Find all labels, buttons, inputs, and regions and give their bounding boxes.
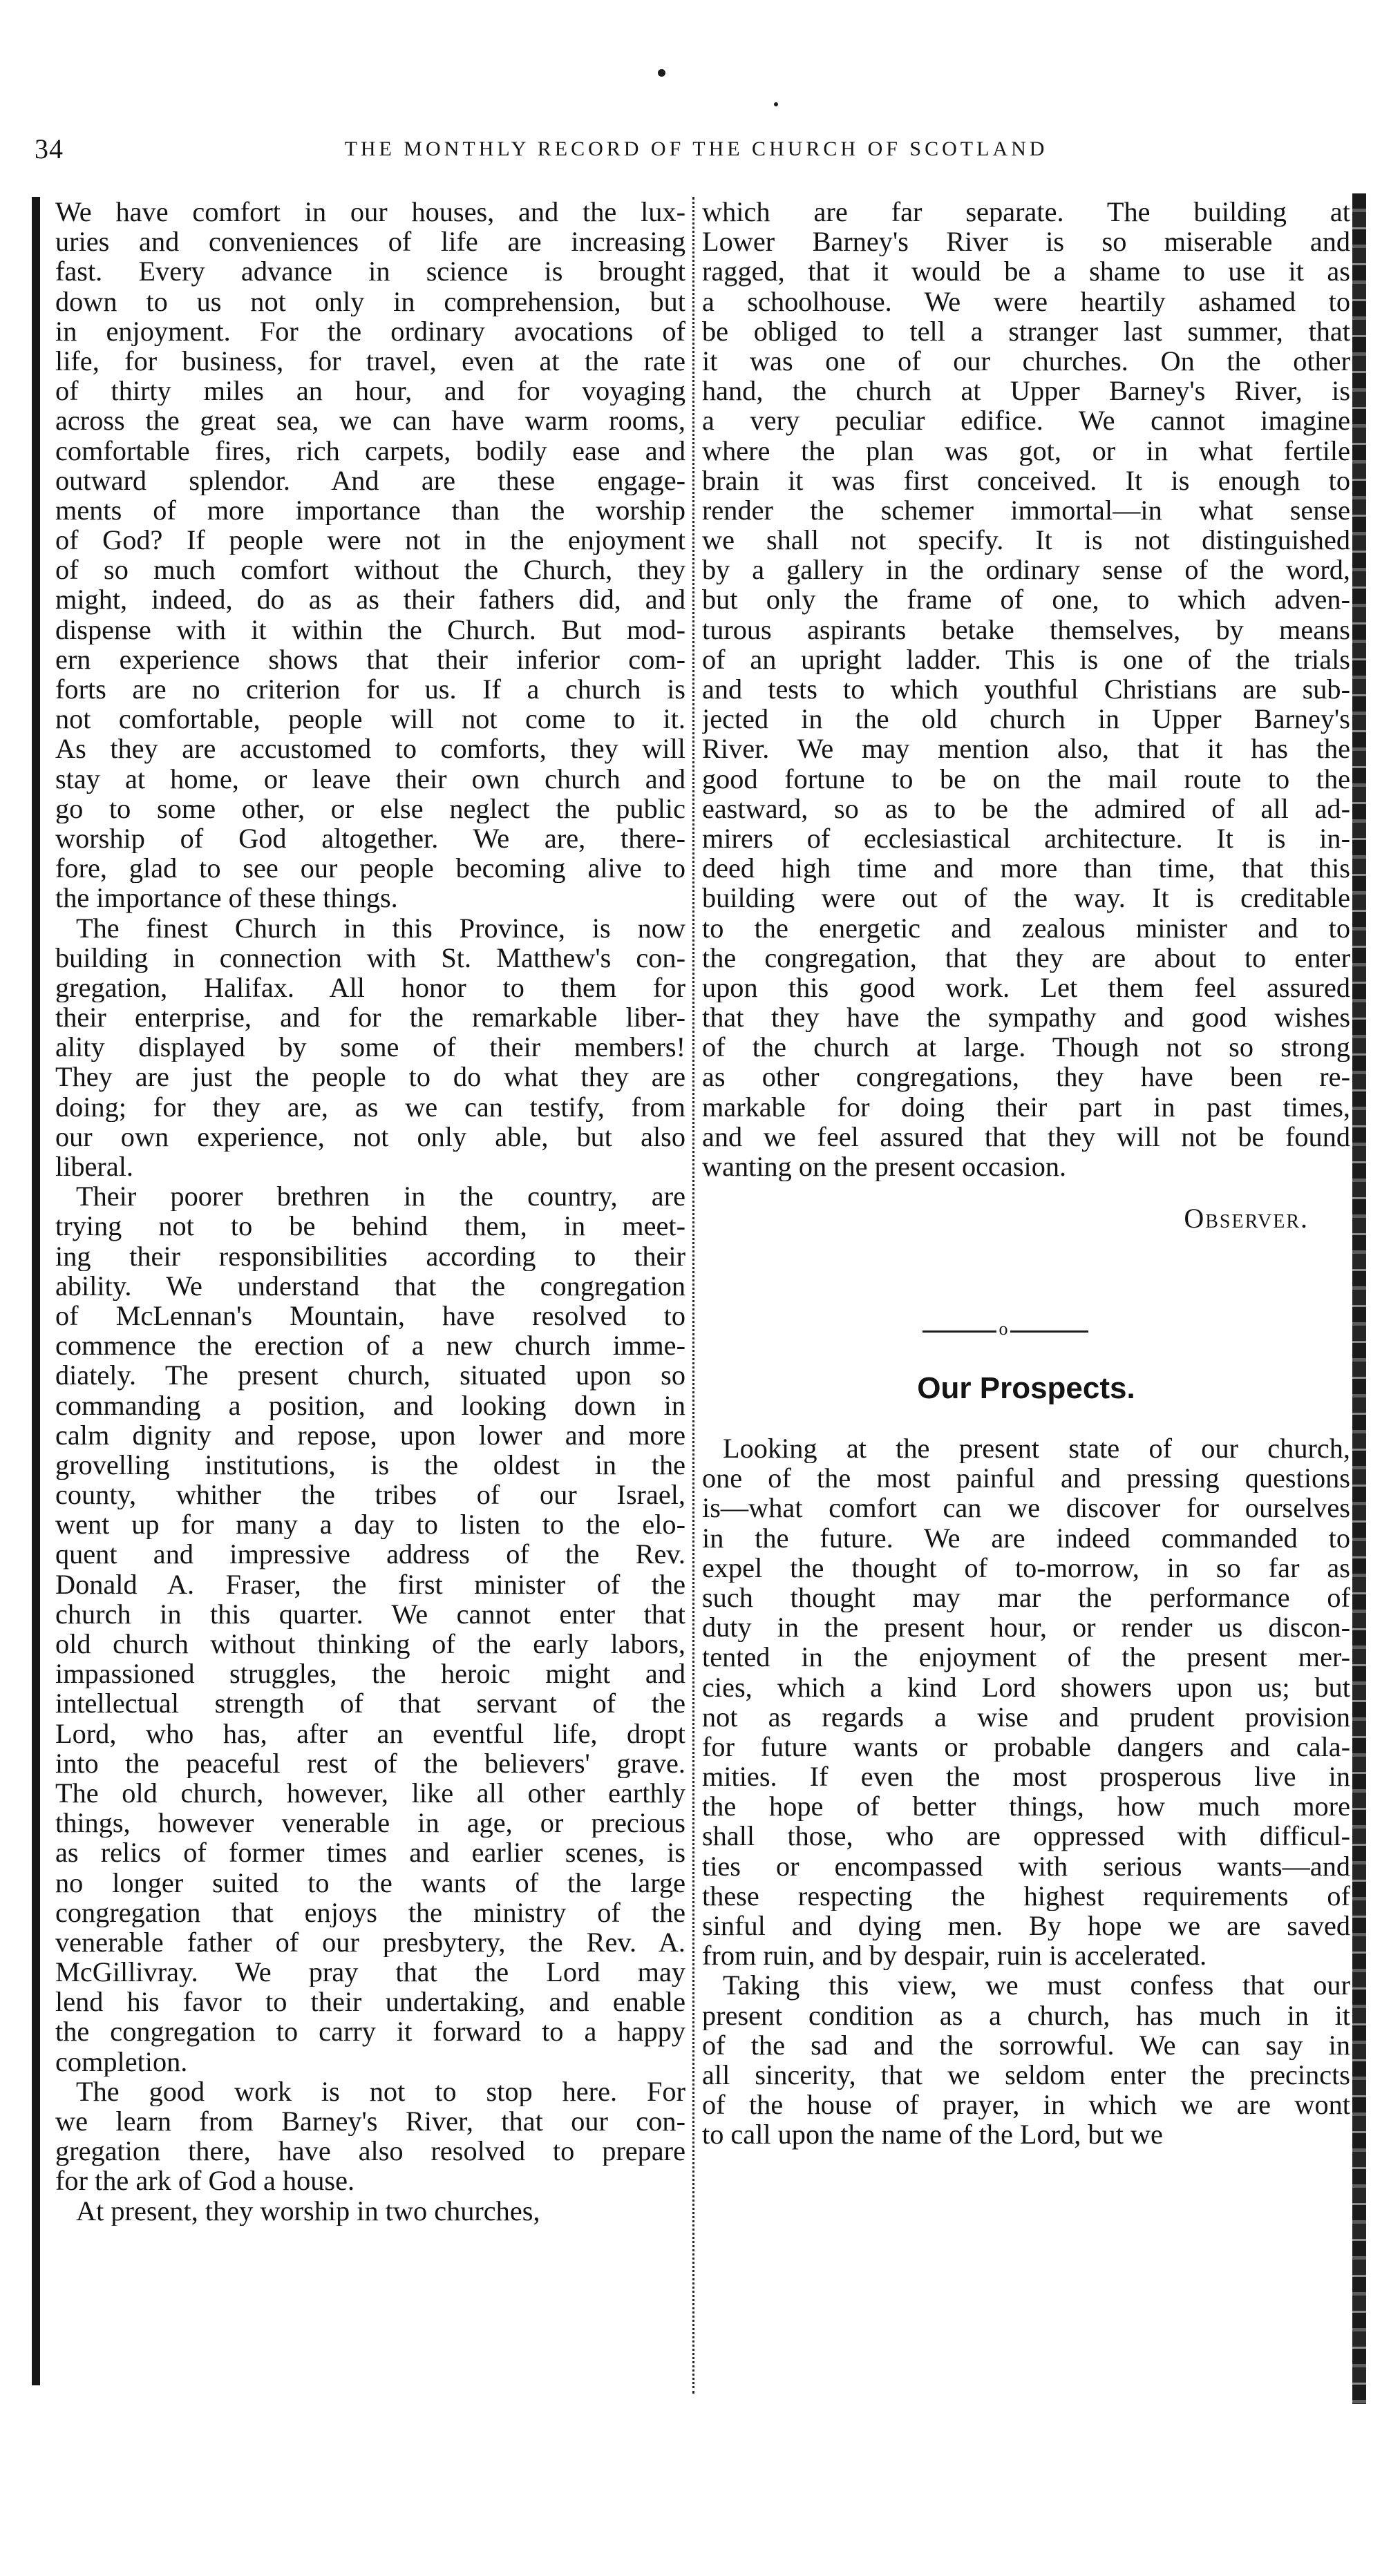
text-line: gregation there, have also resolved to prepare (55, 2136, 685, 2166)
text-line: it was one of our churches. On the other (702, 345, 1350, 376)
text-line: tented in the enjoyment of the present mer- (702, 1642, 1350, 1672)
text-line: but only the frame of one, to which adven- (702, 584, 1350, 615)
text-line: all sincerity, that we seldom enter the precincts (702, 2059, 1350, 2090)
text-line: worship of God altogether. We are, there- (55, 823, 685, 854)
text-line: River. We may mention also, that it has the (702, 734, 1350, 764)
text-line: church in this quarter. We cannot enter that (55, 1599, 685, 1629)
page-header (35, 128, 1358, 170)
text-line: calm dignity and repose, upon lower and more (55, 1420, 685, 1450)
text-line: markable for doing their part in past times, (702, 1091, 1350, 1122)
left-margin-rule (32, 197, 40, 2385)
text-line: cies, which a kind Lord showers upon us; but (702, 1672, 1350, 1702)
text-line: of the church at large. Though not so strong (702, 1032, 1350, 1062)
text-line: across the great sea, we can have warm rooms, (55, 406, 685, 436)
text-line: render the schemer immortal—in what sense (702, 495, 1350, 526)
text-line: congregation that enjoys the ministry of the (55, 1897, 685, 1927)
text-line: trying not to be behind them, in meet- (55, 1211, 685, 1241)
text-line: our own experience, not only able, but also (55, 1121, 685, 1152)
text-line: lend his favor to their undertaking, and enable (55, 1987, 685, 2017)
text-line: for the ark of God a house. (55, 2166, 355, 2196)
text-line: They are just the people to do what they are (55, 1062, 685, 1092)
text-line: duty in the present hour, or render us discon- (702, 1612, 1350, 1643)
text-line: a very peculiar edifice. We cannot imagine (702, 406, 1350, 436)
left-column (55, 197, 685, 2226)
text-line: uries and conveniences of life are increasing (55, 227, 685, 257)
text-line: Their poorer brethren in the country, are (76, 1181, 685, 1212)
text-line: for future wants or probable dangers and cala- (702, 1731, 1350, 1762)
text-line: ing their responsibilities according to their (55, 1241, 685, 1271)
text-line: ality displayed by some of their members! (55, 1032, 685, 1062)
article-signature (702, 1202, 1350, 1235)
text-line: upon this good work. Let them feel assured (702, 972, 1350, 1003)
text-line: the hope of better things, how much more (702, 1791, 1350, 1822)
text-line: down to us not only in comprehension, but (55, 286, 685, 316)
text-line: completion. (55, 2046, 188, 2077)
text-line: we learn from Barney's River, that our con- (55, 2106, 685, 2137)
text-line: expel the thought of to-morrow, in so far as (702, 1552, 1350, 1583)
paragraph (55, 2196, 685, 2226)
text-line: the congregation, that they are about to enter (702, 942, 1350, 973)
right-column-section (702, 1433, 1350, 2150)
text-line: life, for business, for travel, even at the rate (55, 345, 685, 376)
text-line: the congregation to carry it forward to a happy (55, 2016, 685, 2047)
text-line: such thought may mar the performance of (702, 1582, 1350, 1613)
text-line: deed high time and more than time, that this (702, 853, 1350, 884)
text-line: as relics of former times and earlier scenes, is (55, 1838, 685, 1868)
text-line: stay at home, or leave their own church and (55, 763, 685, 794)
text-line: is—what comfort can we discover for ourselves (702, 1493, 1350, 1523)
text-line: of McLennan's Mountain, have resolved to (55, 1300, 685, 1331)
text-line: in the future. We are indeed commanded to (702, 1523, 1350, 1553)
text-line: as other congregations, they have been re- (702, 1062, 1350, 1092)
text-line: mirers of ecclesiastical architecture. It is in- (702, 823, 1350, 854)
print-speck (658, 69, 665, 77)
separator-mark: o (996, 1322, 1010, 1336)
text-line: ability. We understand that the congregation (55, 1270, 685, 1301)
text-line: of the house of prayer, in which we are wont (702, 2090, 1350, 2120)
text-line: their enterprise, and for the remarkable liber- (55, 1002, 685, 1033)
text-line: county, whither the tribes of our Israel, (55, 1480, 685, 1510)
text-line: into the peaceful rest of the believers' grave. (55, 1748, 685, 1778)
text-line: of the sad and the sorrowful. We can say in (702, 2030, 1350, 2060)
text-line: McGillivray. We pray that the Lord may (55, 1957, 685, 1987)
text-line: grovelling institutions, is the oldest in the (55, 1449, 685, 1480)
text-line: forts are no criterion for us. If a church is (55, 674, 685, 705)
text-line: building were out of the way. It is creditable (702, 883, 1350, 913)
text-line: hand, the church at Upper Barney's River, is (702, 376, 1350, 406)
text-line: sinful and dying men. By hope we are saved (702, 1911, 1350, 1941)
text-line: We have comfort in our houses, and the lux- (55, 197, 685, 227)
text-line: commence the erection of a new church imme- (55, 1330, 685, 1361)
text-line: gregation, Halifax. All honor to them for (55, 972, 685, 1003)
text-line: not comfortable, people will not come to it. (55, 704, 685, 734)
text-line: Taking this view, we must confess that our (723, 1970, 1350, 2001)
text-line: intellectual strength of that servant of the (55, 1688, 685, 1719)
text-line: of an upright ladder. This is one of the trials (702, 644, 1350, 674)
text-line: to the energetic and zealous minister and to (702, 913, 1350, 943)
text-line: dispense with it within the Church. But mod- (55, 614, 685, 645)
text-line: to call upon the name of the Lord, but we (702, 2119, 1163, 2150)
text-line: not as regards a wise and prudent provision (702, 1701, 1350, 1732)
text-line: doing; for they are, as we can testify, from (55, 1091, 685, 1122)
text-line: comfortable fires, rich carpets, bodily ease and (55, 435, 685, 466)
text-line: where the plan was got, or in what fertile (702, 435, 1350, 466)
paragraph (702, 1433, 1350, 1970)
text-line: ties or encompassed with serious wants—and (702, 1851, 1350, 1881)
text-line: shall those, who are oppressed with difficul- (702, 1821, 1350, 1851)
section-separator (922, 1321, 1088, 1342)
text-line: Lord, who has, after an eventful life, dropt (55, 1718, 685, 1748)
text-line: ern experience shows that their inferior com- (55, 644, 685, 674)
text-line: one of the most painful and pressing questions (702, 1463, 1350, 1494)
text-line: ments of more importance than the worship (55, 495, 685, 526)
text-line: jected in the old church in Upper Barney's (702, 704, 1350, 734)
text-line: As they are accustomed to comforts, they will (55, 734, 685, 764)
text-line: of God? If people were not in the enjoyment (55, 525, 685, 555)
text-line: go to some other, or else neglect the public (55, 793, 685, 823)
text-line: and we feel assured that they will not be found (702, 1121, 1350, 1152)
text-line: the importance of these things. (55, 883, 398, 913)
section-heading: Our Prospects. (917, 1371, 1135, 1405)
text-line: liberal. (55, 1152, 134, 1182)
text-line: went up for many a day to listen to the elo- (55, 1509, 685, 1540)
text-line: things, however venerable in age, or precious (55, 1808, 685, 1838)
paragraph (55, 913, 685, 1182)
text-line: Looking at the present state of our church, (723, 1433, 1350, 1464)
text-line: The finest Church in this Province, is now (76, 913, 685, 943)
text-line: these respecting the highest requirements of (702, 1880, 1350, 1911)
text-line: good fortune to be on the mail route to the (702, 763, 1350, 794)
text-line: in enjoyment. For the ordinary avocations of (55, 316, 685, 346)
text-line: Donald A. Fraser, the first minister of the (55, 1569, 685, 1599)
text-line: The old church, however, like all other earthly (55, 1777, 685, 1809)
text-line: by a gallery in the ordinary sense of the word, (702, 555, 1350, 585)
paragraph (55, 1181, 685, 2077)
text-line: old church without thinking of the early labors, (55, 1629, 685, 1659)
text-line: of thirty miles an hour, and for voyaging (55, 376, 685, 406)
text-line: ragged, that it would be a shame to use it as (702, 256, 1350, 287)
paragraph (702, 197, 1350, 1181)
signature-text: Observer. (1184, 1203, 1309, 1234)
text-line: At present, they worship in two churches, (76, 2195, 540, 2226)
running-title: THE MONTHLY RECORD OF THE CHURCH OF SCOTLAND (344, 137, 1048, 160)
print-speck (774, 102, 778, 106)
text-line: and tests to which youthful Christians are sub- (702, 674, 1350, 705)
text-line: which are far separate. The building at (702, 197, 1350, 227)
text-line: building in connection with St. Matthew's con- (55, 942, 685, 973)
text-line: The good work is not to stop here. For (76, 2076, 685, 2106)
text-line: commanding a position, and looking down in (55, 1390, 685, 1420)
text-line: a schoolhouse. We were heartily ashamed to (702, 286, 1350, 316)
text-line: fore, glad to see our people becoming alive to (55, 853, 685, 884)
text-line: venerable father of our presbytery, the Rev. A. (55, 1927, 685, 1958)
text-line: eastward, so as to be the admired of all ad- (702, 793, 1350, 823)
column-divider (692, 197, 694, 2394)
text-line: mities. If even the most prosperous live in (702, 1762, 1350, 1792)
text-line: brain it was first conceived. It is enough to (702, 465, 1350, 495)
text-line: outward splendor. And are these engage- (55, 465, 685, 495)
text-line: impassioned struggles, the heroic might and (55, 1659, 685, 1689)
text-line: no longer suited to the wants of the large (55, 1867, 685, 1898)
right-margin-rule (1352, 193, 1366, 2404)
text-line: Lower Barney's River is so miserable and (702, 227, 1350, 257)
paragraph (702, 1970, 1350, 2149)
text-line: turous aspirants betake themselves, by means (702, 614, 1350, 645)
right-column-article (702, 197, 1350, 1181)
text-line: from ruin, and by despair, ruin is accelerated. (702, 1940, 1207, 1971)
text-line: be obliged to tell a stranger last summer, that (702, 316, 1350, 346)
text-line: fast. Every advance in science is brought (55, 256, 685, 287)
paragraph (55, 197, 685, 913)
text-line: quent and impressive address of the Rev. (55, 1539, 685, 1570)
text-line: that they have the sympathy and good wishes (702, 1002, 1350, 1033)
text-line: we shall not specify. It is not distinguished (702, 525, 1350, 555)
text-line: present condition as a church, has much in it (702, 2000, 1350, 2030)
text-line: diately. The present church, situated upon so (55, 1360, 685, 1391)
text-line: of so much comfort without the Church, they (55, 555, 685, 585)
paragraph (55, 2077, 685, 2196)
text-line: might, indeed, do as as their fathers did, and (55, 584, 685, 615)
page-number: 34 (35, 133, 64, 164)
text-line: wanting on the present occasion. (702, 1152, 1067, 1182)
